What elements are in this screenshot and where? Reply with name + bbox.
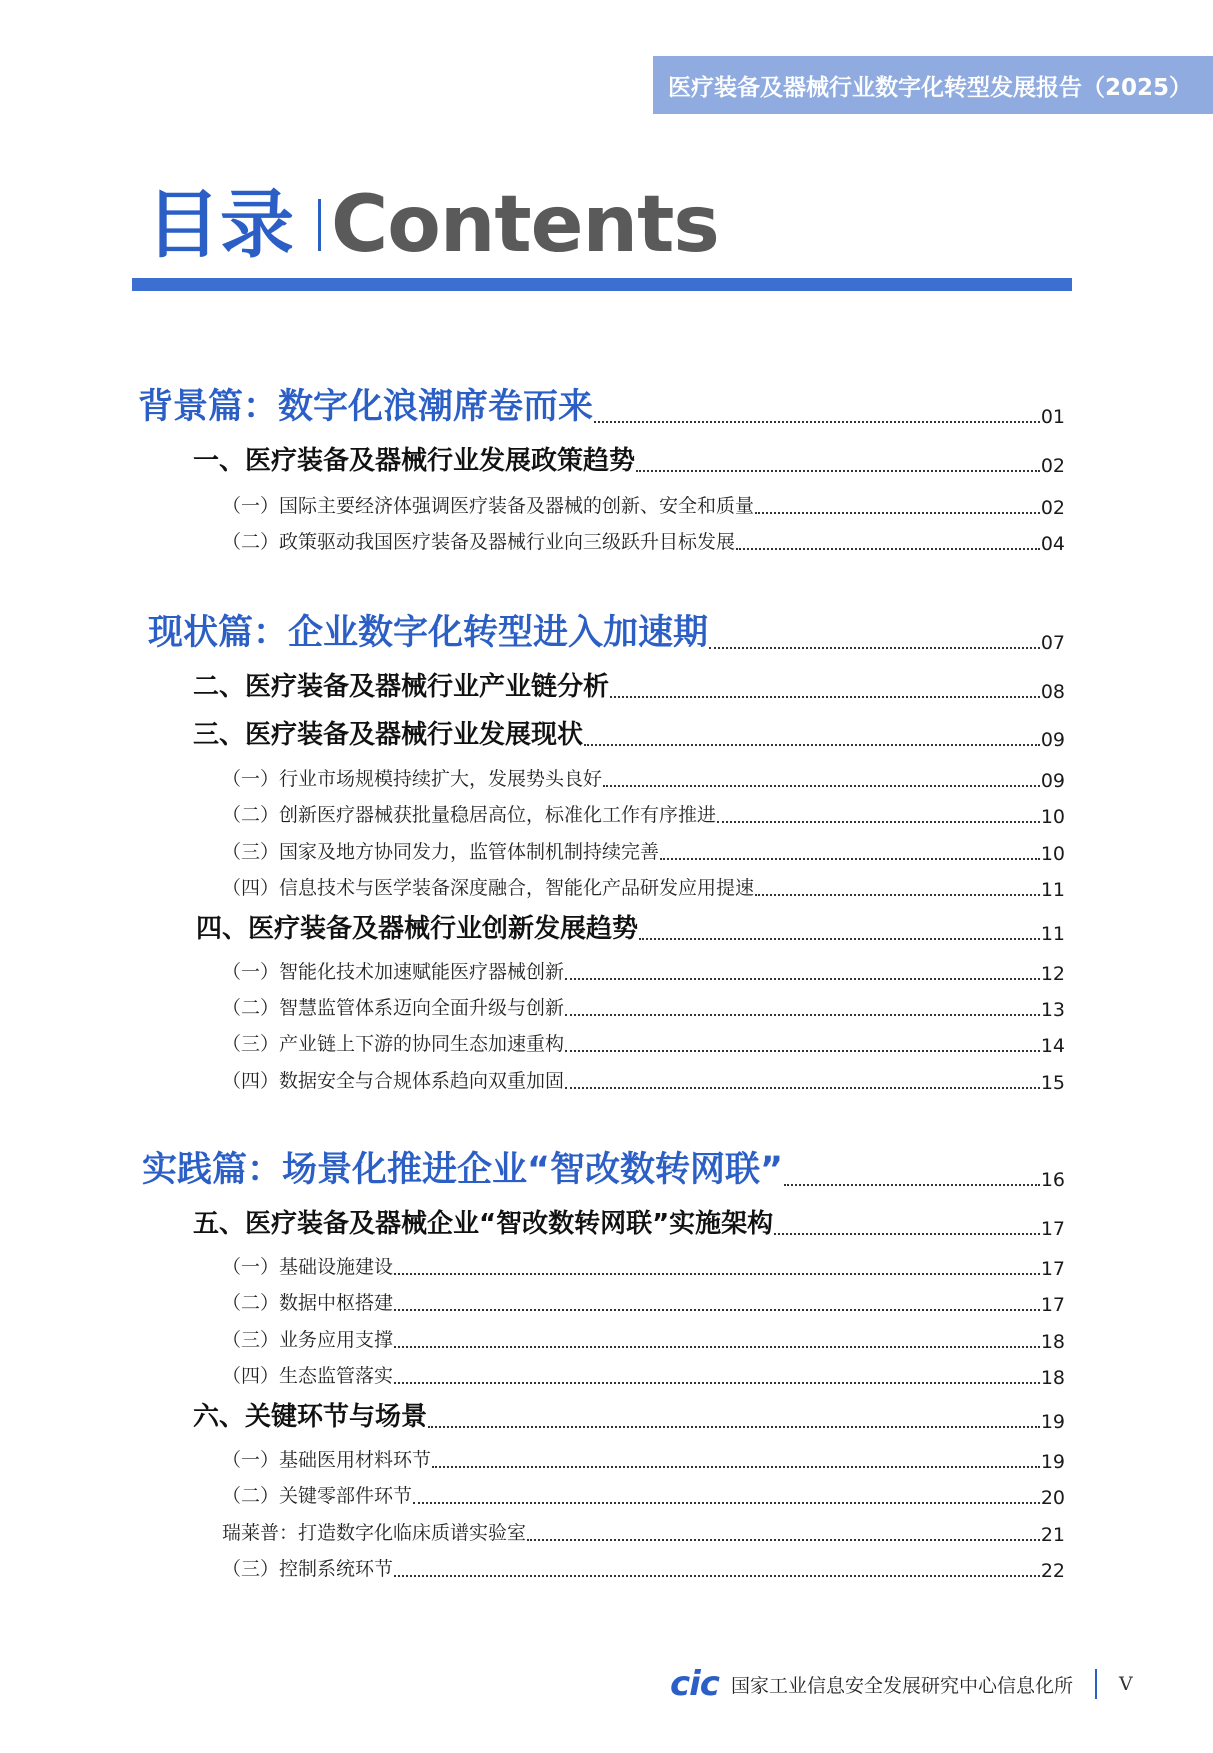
toc-entry-text: （一）基础医用材料环节 bbox=[222, 1449, 432, 1471]
toc-entry-text: （三）国家及地方协同发力，监管体制机制持续完善 bbox=[222, 841, 660, 863]
toc-page-number: 02 bbox=[1040, 455, 1065, 478]
toc-dot-leader bbox=[413, 1502, 1040, 1504]
toc-page-number: 21 bbox=[1040, 1523, 1065, 1546]
title-chinese: 目录 bbox=[146, 182, 294, 268]
toc-dot-leader bbox=[394, 1273, 1040, 1275]
toc-dot-leader bbox=[527, 1539, 1040, 1541]
toc-page-number: 17 bbox=[1040, 1293, 1065, 1316]
toc-dot-leader bbox=[594, 421, 1040, 423]
toc-section-entry[interactable] bbox=[222, 1364, 1065, 1389]
toc-dot-leader bbox=[755, 894, 1040, 896]
title-underline-bar bbox=[132, 278, 1072, 291]
toc-chapter-entry[interactable] bbox=[196, 914, 1065, 945]
toc-part-entry[interactable] bbox=[142, 1149, 1065, 1191]
toc-section-entry[interactable] bbox=[222, 1521, 1065, 1546]
toc-page-number: 18 bbox=[1040, 1330, 1065, 1353]
toc-dot-leader bbox=[394, 1346, 1040, 1348]
cic-logo: cic bbox=[670, 1664, 719, 1704]
toc-entry-text: （二）数据中枢搭建 bbox=[222, 1292, 394, 1314]
toc-page-number: 20 bbox=[1040, 1486, 1065, 1509]
toc-page-number: 02 bbox=[1040, 496, 1065, 519]
toc-page-number: 09 bbox=[1040, 769, 1065, 792]
toc-page-number: 11 bbox=[1040, 923, 1065, 946]
page-footer bbox=[670, 1660, 1190, 1708]
toc-page-number: 14 bbox=[1040, 1034, 1065, 1057]
toc-page-number: 12 bbox=[1040, 962, 1065, 985]
toc-page-number: 18 bbox=[1040, 1366, 1065, 1389]
toc-dot-leader bbox=[610, 696, 1040, 698]
toc-entry-text: （一）智能化技术加速赋能医疗器械创新 bbox=[222, 961, 565, 983]
toc-page-number: 13 bbox=[1040, 998, 1065, 1021]
toc-page-number: 10 bbox=[1040, 842, 1065, 865]
organization-name: 国家工业信息安全发展研究中心信息化所 bbox=[730, 1674, 1073, 1697]
toc-dot-leader bbox=[774, 1233, 1040, 1235]
toc-section-entry[interactable] bbox=[222, 803, 1065, 828]
toc-chapter-entry[interactable] bbox=[193, 1209, 1065, 1240]
toc-page-number: 01 bbox=[1040, 406, 1065, 428]
toc-page-number: 10 bbox=[1040, 805, 1065, 828]
toc-section-entry[interactable] bbox=[222, 1032, 1065, 1057]
toc-entry-text: （一）国际主要经济体强调医疗装备及器械的创新、安全和质量 bbox=[222, 495, 755, 517]
toc-page-number: 09 bbox=[1040, 729, 1065, 752]
toc-entry-text: （一）行业市场规模持续扩大，发展势头良好 bbox=[222, 768, 603, 790]
toc-chapter-entry[interactable] bbox=[193, 446, 1065, 477]
toc-dot-leader bbox=[394, 1575, 1040, 1577]
toc-entry-text: （三）产业链上下游的协同生态加速重构 bbox=[222, 1033, 565, 1055]
toc-chapter-entry[interactable] bbox=[193, 672, 1065, 703]
toc-page-number: 15 bbox=[1040, 1071, 1065, 1094]
toc-dot-leader bbox=[660, 858, 1040, 860]
toc-dot-leader bbox=[565, 978, 1040, 980]
footer-separator bbox=[1095, 1669, 1097, 1699]
toc-dot-leader bbox=[394, 1309, 1040, 1311]
toc-dot-leader bbox=[717, 821, 1040, 823]
toc-dot-leader bbox=[636, 470, 1040, 472]
toc-dot-leader bbox=[432, 1466, 1040, 1468]
toc-section-entry[interactable] bbox=[222, 767, 1065, 792]
toc-entry-text: （二）关键零部件环节 bbox=[222, 1485, 413, 1507]
toc-dot-leader bbox=[394, 1382, 1040, 1384]
toc-page-number: 19 bbox=[1040, 1450, 1065, 1473]
toc-entry-text: 瑞莱普：打造数字化临床质谱实验室 bbox=[222, 1522, 527, 1544]
toc-dot-leader bbox=[709, 647, 1040, 649]
toc-entry-text: （三）控制系统环节 bbox=[222, 1558, 394, 1580]
toc-page-number: 11 bbox=[1040, 878, 1065, 901]
toc-dot-leader bbox=[565, 1050, 1040, 1052]
toc-page-number: 17 bbox=[1040, 1257, 1065, 1280]
toc-entry-text: 三、医疗装备及器械行业发展现状 bbox=[193, 720, 584, 750]
toc-page-number: 04 bbox=[1040, 532, 1065, 555]
toc-section-entry[interactable] bbox=[222, 1557, 1065, 1582]
toc-entry-text: 四、医疗装备及器械行业创新发展趋势 bbox=[196, 914, 639, 944]
toc-dot-leader bbox=[784, 1184, 1040, 1186]
toc-entry-text: （一）基础设施建设 bbox=[222, 1256, 394, 1278]
toc-section-entry[interactable] bbox=[222, 960, 1065, 985]
report-title: 医疗装备及器械行业数字化转型发展报告（2025） bbox=[668, 74, 1193, 101]
toc-page-number: 17 bbox=[1040, 1218, 1065, 1241]
toc-entry-text: （四）数据安全与合规体系趋向双重加固 bbox=[222, 1070, 565, 1092]
toc-entry-text: （二）政策驱动我国医疗装备及器械行业向三级跃升目标发展 bbox=[222, 531, 736, 553]
toc-section-entry[interactable] bbox=[222, 1069, 1065, 1094]
toc-entry-text: 一、医疗装备及器械行业发展政策趋势 bbox=[193, 446, 636, 476]
toc-part-entry[interactable] bbox=[138, 386, 1065, 428]
toc-section-entry[interactable] bbox=[222, 840, 1065, 865]
toc-section-entry[interactable] bbox=[222, 1484, 1065, 1509]
toc-section-entry[interactable] bbox=[222, 1255, 1065, 1280]
toc-section-entry[interactable] bbox=[222, 876, 1065, 901]
toc-entry-text: （四）信息技术与医学装备深度融合，智能化产品研发应用提速 bbox=[222, 877, 755, 899]
toc-dot-leader bbox=[736, 548, 1040, 550]
toc-page-number: 16 bbox=[1040, 1169, 1065, 1191]
toc-page-number: 08 bbox=[1040, 681, 1065, 704]
toc-chapter-entry[interactable] bbox=[193, 1402, 1065, 1433]
toc-dot-leader bbox=[639, 938, 1040, 940]
toc-chapter-entry[interactable] bbox=[193, 720, 1065, 751]
title-english: Contents bbox=[331, 180, 719, 270]
toc-page-number: 07 bbox=[1040, 632, 1065, 654]
toc-dot-leader bbox=[565, 1014, 1040, 1016]
toc-section-entry[interactable] bbox=[222, 530, 1065, 555]
toc-dot-leader bbox=[428, 1426, 1040, 1428]
toc-entry-text: （二）智慧监管体系迈向全面升级与创新 bbox=[222, 997, 565, 1019]
toc-page-number: 19 bbox=[1040, 1411, 1065, 1434]
page-number: V bbox=[1118, 1673, 1133, 1695]
toc-section-entry[interactable] bbox=[222, 996, 1065, 1021]
toc-entry-text: 背景篇：数字化浪潮席卷而来 bbox=[138, 387, 594, 427]
title-separator bbox=[318, 199, 321, 251]
toc-entry-text: （二）创新医疗器械获批量稳居高位，标准化工作有序推进 bbox=[222, 804, 717, 826]
toc-section-entry[interactable] bbox=[222, 1448, 1065, 1473]
toc-entry-text: 二、医疗装备及器械行业产业链分析 bbox=[193, 672, 610, 702]
toc-entry-text: 现状篇：企业数字化转型进入加速期 bbox=[148, 613, 709, 653]
toc-entry-text: 六、关键环节与场景 bbox=[193, 1402, 428, 1432]
toc-dot-leader bbox=[584, 744, 1040, 746]
toc-entry-text: （四）生态监管落实 bbox=[222, 1365, 394, 1387]
toc-dot-leader bbox=[565, 1087, 1040, 1089]
toc-section-entry[interactable] bbox=[222, 1328, 1065, 1353]
toc-entry-text: 实践篇：场景化推进企业“智改数转网联” bbox=[142, 1150, 784, 1190]
toc-dot-leader bbox=[603, 785, 1040, 787]
toc-section-entry[interactable] bbox=[222, 1291, 1065, 1316]
toc-part-entry[interactable] bbox=[148, 612, 1065, 654]
toc-entry-text: 五、医疗装备及器械企业“智改数转网联”实施架构 bbox=[193, 1209, 774, 1239]
toc-section-entry[interactable] bbox=[222, 494, 1065, 519]
toc-dot-leader bbox=[755, 512, 1040, 514]
toc-entry-text: （三）业务应用支撑 bbox=[222, 1329, 394, 1351]
toc-page-number: 22 bbox=[1040, 1559, 1065, 1582]
page-title bbox=[146, 180, 719, 270]
report-header-banner bbox=[653, 56, 1213, 114]
